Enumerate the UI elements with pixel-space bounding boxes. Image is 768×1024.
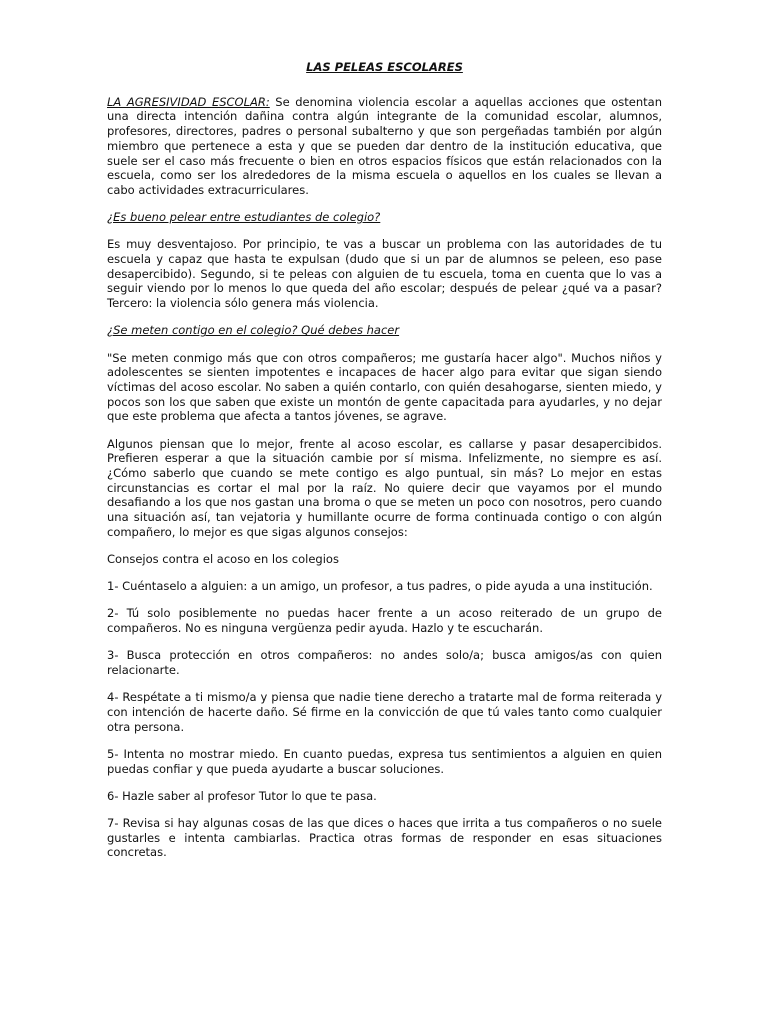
document-title: LAS PELEAS ESCOLARES <box>306 60 463 74</box>
intro-text: Se denomina violencia escolar a aquellas acciones que ostentan una directa intención dañina contra algún integrante de la comunidad escolar, alumnos, profesores, directores, padres o personal subalterno y que son pergeñadas también por algún miembro que pertenece a esta y que se pueden dar dentro de la institución educativa, que suele ser el caso más frecuente o bien en otros espacios físicos que están relacionados con la escuela, como ser los alrededores de la misma escuela o aquellos en los cuales se llevan a cabo actividades extracurriculares. <box>107 94 663 197</box>
document-page <box>107 60 662 873</box>
section2-heading: ¿Se meten contigo en el colegio? Qué debes hacer <box>107 323 400 338</box>
advice-item-2: 2- Tú solo posiblemente no puedas hacer frente a un acoso reiterado de un grupo de compañeros. No es ninguna vergüenza pedir ayuda. Hazlo y te escucharán. <box>107 606 662 636</box>
advice-item-5: 5- Intenta no mostrar miedo. En cuanto puedas, expresa tus sentimientos a alguien en quien puedas confiar y que pueda ayudarte a buscar soluciones. <box>107 746 662 776</box>
advice-item-6: 6- Hazle saber al profesor Tutor lo que te pasa. <box>107 788 377 803</box>
advice-item-4: 4- Respétate a ti mismo/a y piensa que nadie tiene derecho a tratarte mal de forma reiterada y con intención de hacerte daño. Sé firme en la convicción de que tú vales tanto como cualquier otra persona. <box>107 690 662 734</box>
section2-paragraph-1: "Se meten conmigo más que con otros compañeros; me gustaría hacer algo". Muchos niños y adolescentes se sienten impotentes e incapaces de hacer algo para evitar que sigan siendo víctimas del acoso escolar. No saben a quién contarlo, con quién desahogarse, sienten miedo, y pocos son los que saben que existe un montón de gente capacitada para ayudarles, y no dejar que este problema que afecta a tantos jóvenes, se agrave. <box>107 350 662 424</box>
intro-paragraph <box>107 95 662 198</box>
section1-heading: ¿Es bueno pelear entre estudiantes de colegio? <box>107 210 381 225</box>
intro-label: LA AGRESIVIDAD ESCOLAR: <box>107 94 270 109</box>
advice-intro: Consejos contra el acoso en los colegios <box>107 551 339 566</box>
section1-paragraph: Es muy desventajoso. Por principio, te vas a buscar un problema con las autoridades de tu escuela y capaz que hasta te expulsan (dudo que si un par de alumnos se peleen, eso pase desapercibido). Segundo, si te peleas con alguien de tu escuela, toma en cuenta que lo vas a seguir viendo por lo menos lo que queda del año escolar; después de pelear ¿qué va a pasar? Tercero: la violencia sólo genera más violencia. <box>107 237 662 311</box>
advice-item-3: 3- Busca protección en otros compañeros: no andes solo/a; busca amigos/as con quien relacionarte. <box>107 648 662 677</box>
section2-paragraph-2: Algunos piensan que lo mejor, frente al acoso escolar, es callarse y pasar desapercibidos. Prefieren esperar a que la situación cambie por sí misma. Infelizmente, no siempre es así. ¿Cómo saberlo que cuando se mete contigo es algo puntual, sin más? Lo mejor en estas circunstancias es cortar el mal por la raíz. No quiere decir que vayamos por el mundo desafiando a los que nos gastan una broma o que se meten un poco con nosotros, pero cuando una situación así, tan vejatoria y humillante ocurre de forma continuada contigo o con algún compañero, lo mejor es que sigas algunos consejos: <box>107 436 662 539</box>
advice-item-7: 7- Revisa si hay algunas cosas de las que dices o haces que irrita a tus compañeros o no suele gustarles e intenta cambiarlas. Practica otras formas de responder en esas situaciones concretas. <box>107 815 662 860</box>
advice-item-1: 1- Cuéntaselo a alguien: a un amigo, un profesor, a tus padres, o pide ayuda a una institución. <box>107 579 653 594</box>
